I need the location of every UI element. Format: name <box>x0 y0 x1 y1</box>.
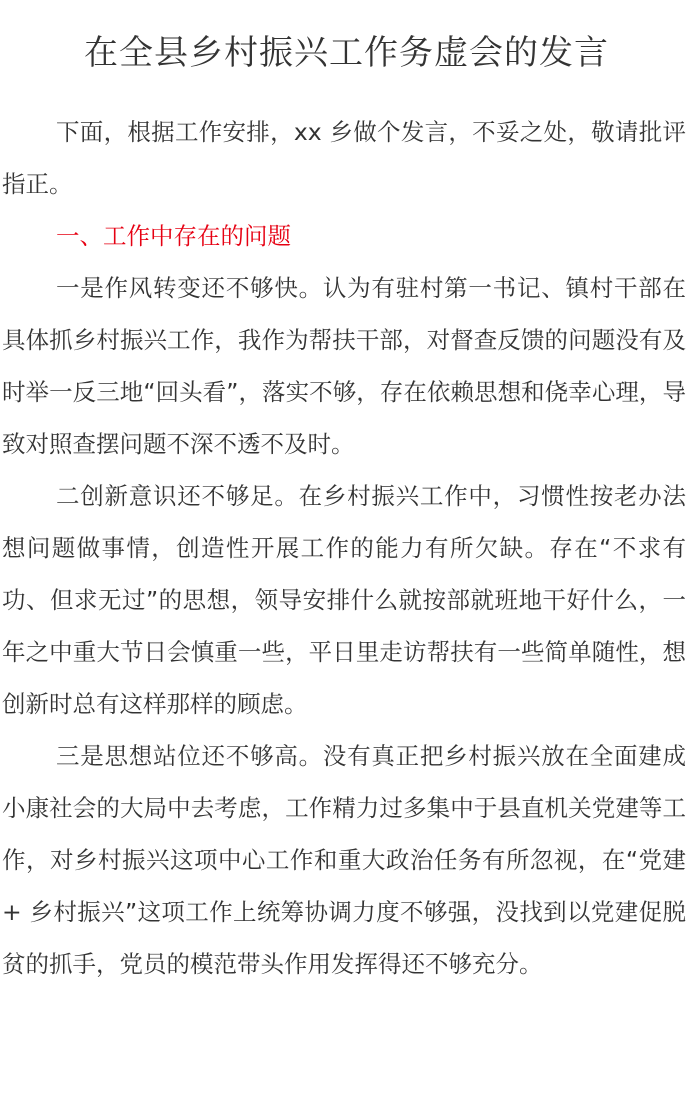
paragraph-thinking-position: 三是思想站位还不够高。没有真正把乡村振兴放在全面建成小康社会的大局中去考虑，工作精力过多集中于县直机关党建等工作，对乡村振兴这项中心工作和重大政治任务有所忽视，在“党建 + 乡村振兴”这项工作上统筹协调力度不够强，没找到以党建促脱贫的抓手，党员的模范带头作用发挥得还不够充分。 <box>2 742 686 978</box>
paragraph-innovation: 二创新意识还不够足。在乡村振兴工作中，习惯性按老办法想问题做事情，创造性开展工作的能力有所欠缺。存在“不求有功、但求无过”的思想，领导安排什么就按部就班地干好什么，一年之中重大节日会慎重一些，平日里走访帮扶有一些简单随性，想创新时总有这样那样的顾虑。 <box>2 482 686 718</box>
section-heading: 一、工作中存在的问题 <box>56 222 291 250</box>
intro-paragraph: 下面，根据工作安排，xx 乡做个发言，不妥之处，敬请批评指正。 <box>2 118 686 198</box>
document-body <box>2 106 686 990</box>
paragraph-work-style: 一是作风转变还不够快。认为有驻村第一书记、镇村干部在具体抓乡村振兴工作，我作为帮扶干部，对督查反馈的问题没有及时举一反三地“回头看”，落实不够，存在依赖思想和侥幸心理，导致对照查摆问题不深不透不及时。 <box>2 274 686 458</box>
document-title: 在全县乡村振兴工作务虚会的发言 <box>84 33 609 73</box>
